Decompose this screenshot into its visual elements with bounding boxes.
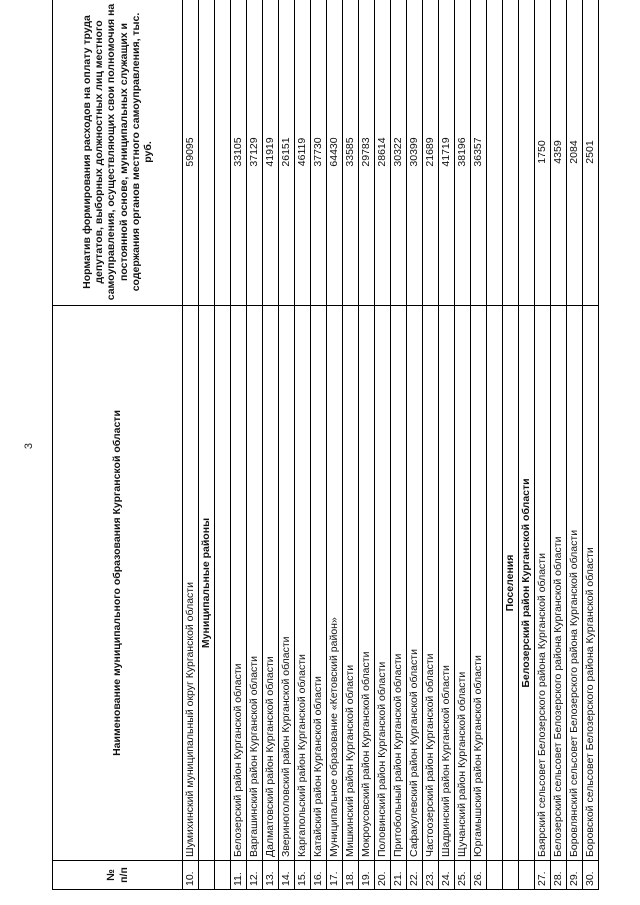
row-value: 1750 [535, 0, 551, 306]
row-name: Мокроусовский район Курганской области [359, 306, 375, 861]
spacer-cell [215, 861, 231, 890]
row-number: 22. [407, 861, 423, 890]
section-row [519, 0, 535, 890]
table-row [231, 0, 247, 890]
section-heading: Поселения [503, 306, 519, 861]
row-number: 16. [311, 861, 327, 890]
row-value: 38196 [455, 0, 471, 306]
table-row [311, 0, 327, 890]
row-name: Боровской сельсовет Белозерского района Курганской области [583, 306, 599, 861]
spacer-cell [487, 306, 503, 861]
row-name: Юргамышский район Курганской области [471, 306, 487, 861]
row-number: 23. [423, 861, 439, 890]
section-heading: Белозерский район Курганской области [519, 306, 535, 861]
row-value: 30399 [407, 0, 423, 306]
row-name: Варгашинский район Курганской области [247, 306, 263, 861]
row-value: 29783 [359, 0, 375, 306]
row-number: 26. [471, 861, 487, 890]
row-name: Сафакулевский район Курганской области [407, 306, 423, 861]
row-number: 29. [567, 861, 583, 890]
row-number: 11. [231, 861, 247, 890]
allocation-table [52, 0, 599, 890]
row-number: 28. [551, 861, 567, 890]
row-name: Мишкинский район Курганской области [343, 306, 359, 861]
table-header-row [53, 0, 183, 890]
row-value: 33585 [343, 0, 359, 306]
row-number: 30. [583, 861, 599, 890]
row-number: 13. [263, 861, 279, 890]
row-value: 30322 [391, 0, 407, 306]
table-row [455, 0, 471, 890]
row-number: 12. [247, 861, 263, 890]
table-row [439, 0, 455, 890]
table-row [471, 0, 487, 890]
table-row [375, 0, 391, 890]
table-row [359, 0, 375, 890]
section-value-cell [199, 0, 215, 306]
row-name: Шумихинский муниципальный округ Курганской области [183, 306, 199, 861]
row-value: 21689 [423, 0, 439, 306]
row-value: 37730 [311, 0, 327, 306]
spacer-cell [487, 0, 503, 306]
row-number: 10. [183, 861, 199, 890]
row-number: 27. [535, 861, 551, 890]
row-value: 4359 [551, 0, 567, 306]
row-number: 14. [279, 861, 295, 890]
table-row [535, 0, 551, 890]
row-number: 18. [343, 861, 359, 890]
header-value: Норматив формирования расходов на оплату труда депутатов, выборных должностных лиц местного самоуправления, осуществляющих свои полномочия на постоянной основе, муниципальных служащих и содержания органов местного самоуправления, тыс. руб. [53, 0, 183, 306]
row-name: Баярский сельсовет Белозерского района Курганской области [535, 306, 551, 861]
row-value: 37129 [247, 0, 263, 306]
row-number: 20. [375, 861, 391, 890]
rotated-content [52, 3, 596, 890]
section-row [199, 0, 215, 890]
section-num-cell [519, 861, 535, 890]
row-name: Белозерский район Курганской области [231, 306, 247, 861]
section-value-cell [519, 0, 535, 306]
header-name: Наименование муниципального образования Курганской области [53, 306, 183, 861]
section-heading: Муниципальные районы [199, 306, 215, 861]
spacer-row [487, 0, 503, 890]
row-value: 33105 [231, 0, 247, 306]
row-number: 19. [359, 861, 375, 890]
table-row [407, 0, 423, 890]
row-name: Муниципальное образование «Кетовский район» [327, 306, 343, 861]
row-value: 41719 [439, 0, 455, 306]
row-value: 2501 [583, 0, 599, 306]
row-name: Белозерский сельсовет Белозерского района Курганской области [551, 306, 567, 861]
row-value: 46119 [295, 0, 311, 306]
row-name: Каргапольский район Курганской области [295, 306, 311, 861]
row-name: Боровлянский сельсовет Белозерского района Курганской области [567, 306, 583, 861]
row-name: Притобольный район Курганской области [391, 306, 407, 861]
page-number: 3 [23, 442, 36, 450]
spacer-row [215, 0, 231, 890]
row-name: Половинский район Курганской области [375, 306, 391, 861]
row-value: 64430 [327, 0, 343, 306]
row-value: 26151 [279, 0, 295, 306]
row-number: 15. [295, 861, 311, 890]
row-name: Звериноголовский район Курганской области [279, 306, 295, 861]
row-value: 28614 [375, 0, 391, 306]
table-row [247, 0, 263, 890]
row-name: Щучанский район Курганской области [455, 306, 471, 861]
table-row [263, 0, 279, 890]
section-num-cell [503, 861, 519, 890]
table-row [343, 0, 359, 890]
section-row [503, 0, 519, 890]
row-number: 21. [391, 861, 407, 890]
section-num-cell [199, 861, 215, 890]
table-row [391, 0, 407, 890]
spacer-cell [487, 861, 503, 890]
row-name: Шадринский район Курганской области [439, 306, 455, 861]
row-value: 2084 [567, 0, 583, 306]
table-body [183, 0, 599, 890]
section-value-cell [503, 0, 519, 306]
header-num: № п/п [53, 861, 183, 890]
row-value: 41919 [263, 0, 279, 306]
table-row [327, 0, 343, 890]
table-row [583, 0, 599, 890]
table-row [567, 0, 583, 890]
row-number: 25. [455, 861, 471, 890]
table-row [183, 0, 199, 890]
row-value: 59095 [183, 0, 199, 306]
spacer-cell [215, 306, 231, 861]
table-row [295, 0, 311, 890]
table-row [279, 0, 295, 890]
row-name: Далматовский район Курганской области [263, 306, 279, 861]
rotated-page [52, 3, 596, 890]
row-name: Частоозерский район Курганской области [423, 306, 439, 861]
table-row [551, 0, 567, 890]
row-number: 24. [439, 861, 455, 890]
row-number: 17. [327, 861, 343, 890]
row-name: Катайский район Курганской области [311, 306, 327, 861]
spacer-cell [215, 0, 231, 306]
table-row [423, 0, 439, 890]
row-value: 36357 [471, 0, 487, 306]
